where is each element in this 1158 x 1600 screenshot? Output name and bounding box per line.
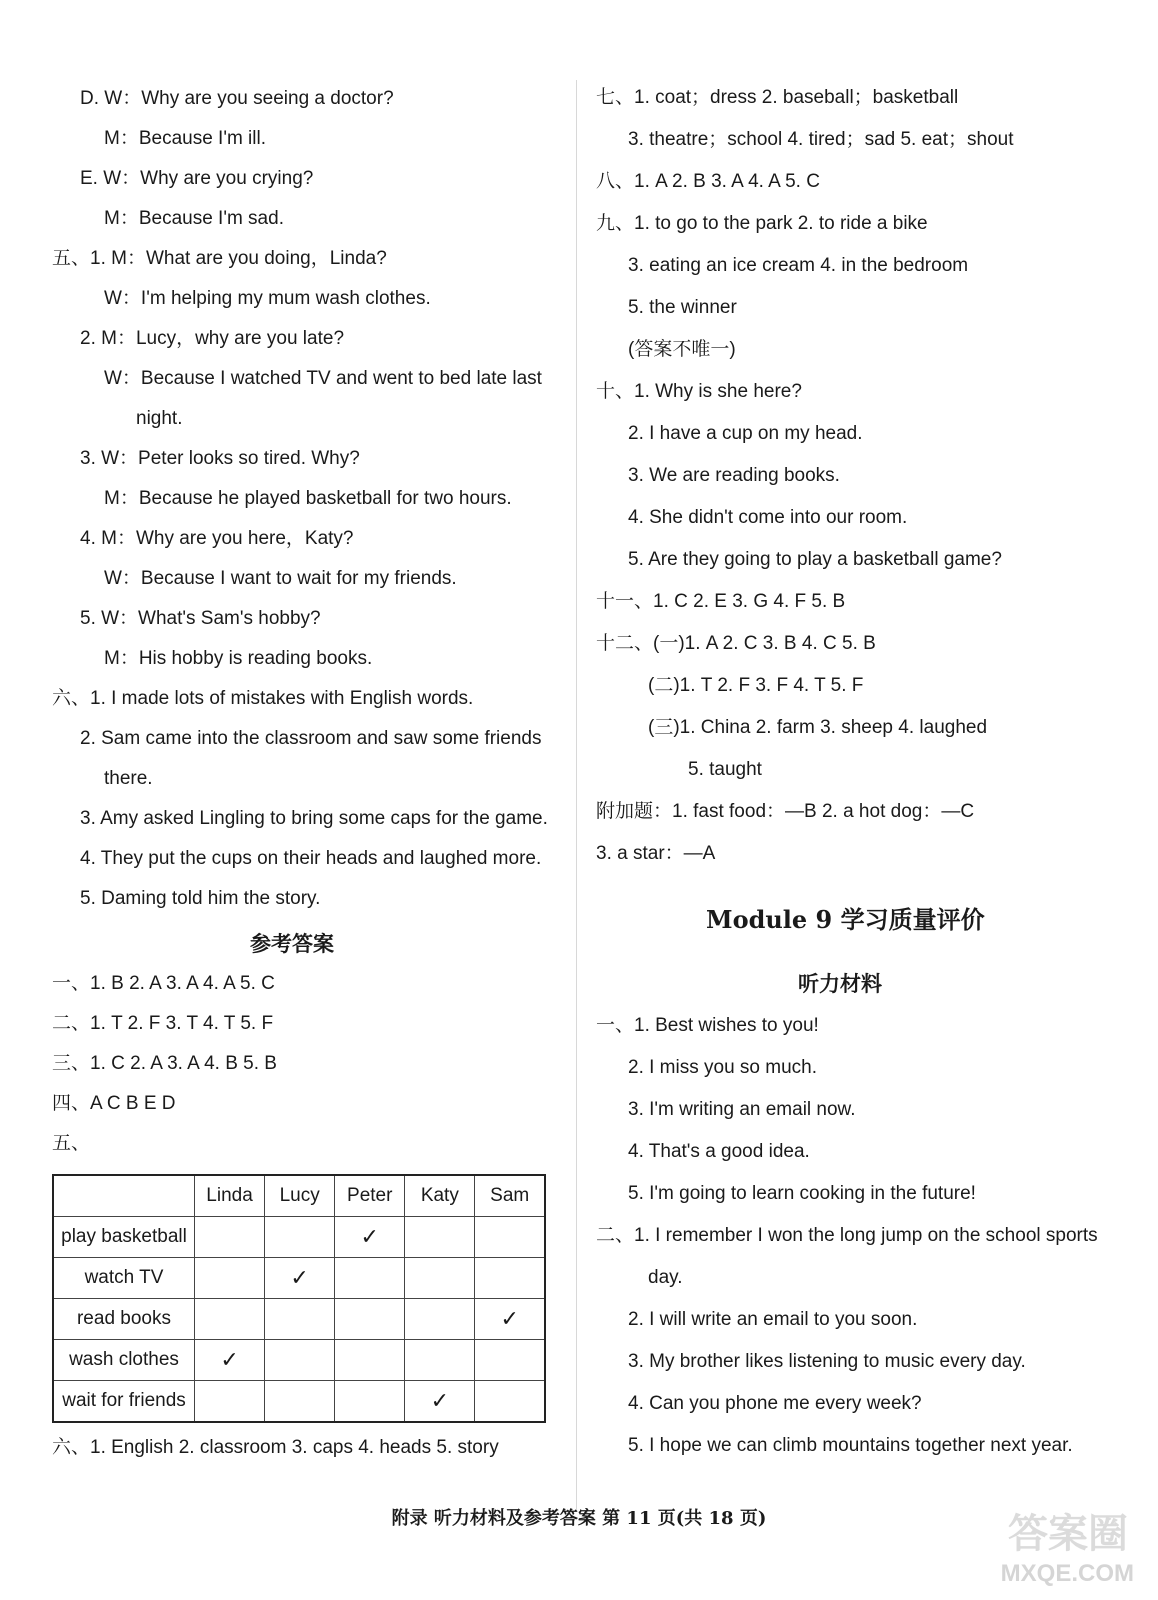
table-row-label: watch TV xyxy=(53,1258,195,1299)
text-line: 八、1. A 2. B 3. A 4. A 5. C xyxy=(596,171,820,192)
text-line: 十二、(一)1. A 2. C 3. B 4. C 5. B xyxy=(596,633,876,654)
text-line: there. xyxy=(104,768,153,789)
table-cell xyxy=(335,1217,405,1258)
table-cell xyxy=(265,1299,335,1340)
table-cell xyxy=(195,1258,265,1299)
text-line: 五、1. M：What are you doing，Linda? xyxy=(52,248,387,269)
table-corner-cell xyxy=(53,1175,195,1217)
text-line: 3. a star：—A xyxy=(596,843,716,864)
text-line: 3. W：Peter looks so tired. Why? xyxy=(80,448,360,469)
text-line: 5. the winner xyxy=(628,297,737,318)
text-line: (三)1. China 2. farm 3. sheep 4. laughed xyxy=(648,717,988,738)
table-cell xyxy=(265,1217,335,1258)
text-line: W：Because I watched TV and went to bed late last xyxy=(104,368,542,389)
answers-title: 参考答案 xyxy=(250,931,334,956)
table-cell xyxy=(195,1217,265,1258)
table-row xyxy=(53,1299,545,1340)
text-line: W：I'm helping my mum wash clothes. xyxy=(104,288,431,309)
table-header-cell: Lucy xyxy=(265,1175,335,1217)
answer-line: 五、 xyxy=(52,1133,91,1154)
text-line: 5. W：What's Sam's hobby? xyxy=(80,608,321,629)
text-line: 六、1. I made lots of mistakes with English words. xyxy=(52,688,474,709)
table-cell xyxy=(475,1217,545,1258)
text-line: 3. I'm writing an email now. xyxy=(628,1099,856,1120)
table-header-cell: Katy xyxy=(405,1175,475,1217)
text-line: night. xyxy=(136,408,183,429)
table-cell xyxy=(405,1381,475,1423)
table-header-cell: Peter xyxy=(335,1175,405,1217)
text-line: 3. eating an ice cream 4. in the bedroom xyxy=(628,255,969,276)
text-line: 5. taught xyxy=(688,759,762,780)
text-line: 4. That's a good idea. xyxy=(628,1141,810,1162)
text-line: M：Because I'm ill. xyxy=(104,128,267,149)
table-header-cell: Sam xyxy=(475,1175,545,1217)
module-title: Module 9 学习质量评价 xyxy=(706,905,985,934)
check-mark: ✓ xyxy=(360,1224,379,1249)
check-mark: ✓ xyxy=(220,1347,239,1372)
table-row-label: read books xyxy=(53,1299,195,1340)
text-line: E. W：Why are you crying? xyxy=(80,168,314,189)
table-cell xyxy=(195,1299,265,1340)
listening-title: 听力材料 xyxy=(798,971,882,996)
text-line: 一、1. Best wishes to you! xyxy=(596,1015,819,1036)
text-line: 2. Sam came into the classroom and saw some friends xyxy=(80,728,542,749)
text-line: 5. Are they going to play a basketball game? xyxy=(628,549,1002,570)
table-row xyxy=(53,1217,545,1258)
table-row xyxy=(53,1381,545,1423)
text-line: day. xyxy=(648,1267,683,1288)
table-cell xyxy=(335,1381,405,1423)
text-line: 十、1. Why is she here? xyxy=(596,381,802,402)
table-cell xyxy=(335,1299,405,1340)
text-line: 二、1. I remember I won the long jump on the school sports xyxy=(596,1225,1098,1246)
text-line: 2. M：Lucy，why are you late? xyxy=(80,328,345,349)
table-cell xyxy=(405,1340,475,1381)
table-cell xyxy=(405,1299,475,1340)
watermark xyxy=(938,1502,1138,1592)
table-row-label: wash clothes xyxy=(53,1340,195,1381)
table-cell xyxy=(475,1299,545,1340)
answer-line: 一、1. B 2. A 3. A 4. A 5. C xyxy=(52,973,275,994)
page-footer: 附录 听力材料及参考答案 第 11 页(共 18 页) xyxy=(391,1508,767,1529)
table-cell xyxy=(195,1381,265,1423)
table-row xyxy=(53,1340,545,1381)
watermark-site: MXQE.COM xyxy=(1000,1560,1134,1587)
answer-line: 二、1. T 2. F 3. T 4. T 5. F xyxy=(52,1013,274,1034)
answer-line: 三、1. C 2. A 3. A 4. B 5. B xyxy=(52,1053,277,1074)
text-line: M：Because I'm sad. xyxy=(104,208,284,229)
text-line: (二)1. T 2. F 3. F 4. T 5. F xyxy=(648,675,864,696)
answer-line: 四、A C B E D xyxy=(52,1093,176,1114)
text-line: (答案不唯一) xyxy=(628,339,736,360)
table-header-cell: Linda xyxy=(195,1175,265,1217)
text-line: 5. I hope we can climb mountains together next year. xyxy=(628,1435,1073,1456)
text-line: 4. They put the cups on their heads and laughed more. xyxy=(80,848,542,869)
text-line: M：Because he played basketball for two hours. xyxy=(104,488,512,509)
table-row xyxy=(53,1258,545,1299)
watermark-logo: 答案圈 xyxy=(1008,1512,1128,1556)
table-cell xyxy=(475,1340,545,1381)
table-cell xyxy=(195,1340,265,1381)
table-cell xyxy=(475,1381,545,1423)
table-cell xyxy=(265,1340,335,1381)
text-line: 4. M：Why are you here，Katy? xyxy=(80,528,354,549)
text-line: 2. I have a cup on my head. xyxy=(628,423,863,444)
table-row-label: wait for friends xyxy=(53,1381,195,1423)
table-row-label: play basketball xyxy=(53,1217,195,1258)
text-line: 附加题：1. fast food：—B 2. a hot dog：—C xyxy=(596,801,975,822)
text-line: M：His hobby is reading books. xyxy=(104,648,373,669)
text-line: 3. We are reading books. xyxy=(628,465,840,486)
table-cell xyxy=(265,1258,335,1299)
text-line: 九、1. to go to the park 2. to ride a bike xyxy=(596,213,928,234)
table-cell xyxy=(475,1258,545,1299)
text-line: 2. I will write an email to you soon. xyxy=(628,1309,918,1330)
text-line: 七、1. coat；dress 2. baseball；basketball xyxy=(596,87,959,108)
text-line: 3. Amy asked Lingling to bring some caps for the game. xyxy=(80,808,548,829)
text-line: W：Because I want to wait for my friends. xyxy=(104,568,457,589)
check-mark: ✓ xyxy=(500,1306,519,1331)
text-line: 3. My brother likes listening to music every day. xyxy=(628,1351,1026,1372)
text-line: 5. I'm going to learn cooking in the future! xyxy=(628,1183,976,1204)
table-cell xyxy=(405,1217,475,1258)
table-cell xyxy=(265,1381,335,1423)
check-mark: ✓ xyxy=(290,1265,309,1290)
column-divider xyxy=(576,80,577,1510)
text-line: 5. Daming told him the story. xyxy=(80,888,321,909)
check-mark: ✓ xyxy=(430,1388,450,1413)
answer-table xyxy=(52,1174,546,1423)
text-line: 3. theatre；school 4. tired；sad 5. eat；shout xyxy=(628,129,1014,150)
text-line: D. W：Why are you seeing a doctor? xyxy=(80,88,394,109)
table-header-row xyxy=(53,1175,545,1217)
table-cell xyxy=(335,1258,405,1299)
table-cell xyxy=(405,1258,475,1299)
text-line: 4. She didn't come into our room. xyxy=(628,507,908,528)
text-line: 4. Can you phone me every week? xyxy=(628,1393,922,1414)
text-line: 2. I miss you so much. xyxy=(628,1057,818,1078)
text-line: 六、1. English 2. classroom 3. caps 4. heads 5. story xyxy=(52,1437,499,1458)
text-line: 十一、1. C 2. E 3. G 4. F 5. B xyxy=(596,591,846,612)
table-cell xyxy=(335,1340,405,1381)
